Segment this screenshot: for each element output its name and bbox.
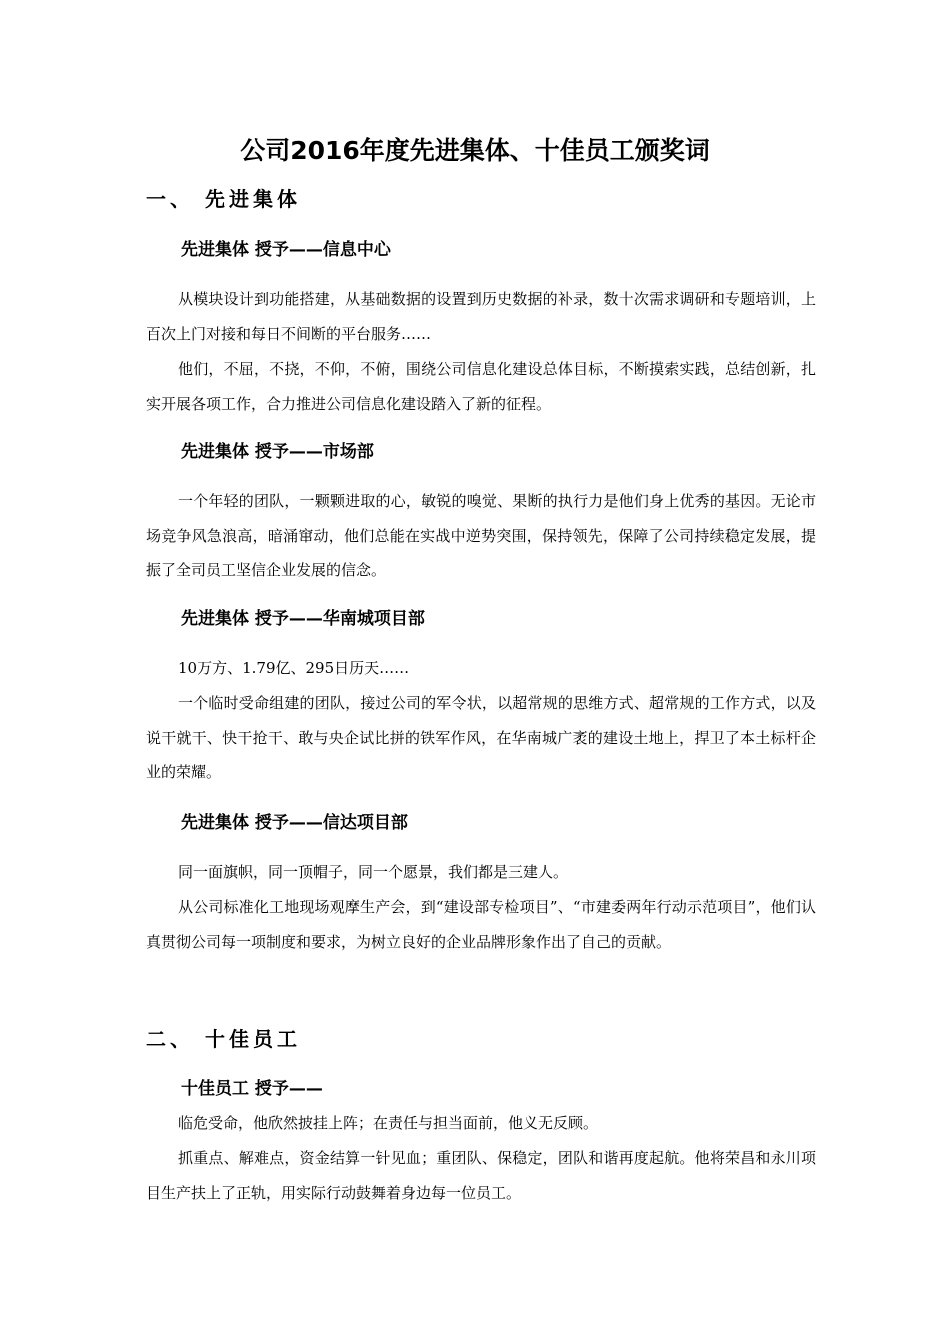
award-heading-xinda-project: 先进集体 授予——信达项目部 — [181, 813, 408, 833]
award-paragraph: 10万方、1.79亿、295日历天…… — [178, 659, 410, 677]
section-heading-advanced-groups: 一、 先进集体 — [146, 187, 301, 211]
award-paragraph: 临危受命，他欣然披挂上阵；在责任与担当面前，他义无反顾。 — [178, 1114, 599, 1132]
award-paragraph: 从公司标准化工地现场观摩生产会，到“建设部专检项目”、“市建委两年行动示范项目”，他们认真贯彻公司每一项制度和要求，为树立良好的企业品牌形象作出了自己的贡献。 — [146, 898, 816, 951]
document-title: 公司2016年度先进集体、十佳员工颁奖词 — [240, 136, 710, 165]
award-heading-top-ten-employee: 十佳员工 授予—— — [181, 1079, 323, 1099]
award-paragraph: 同一面旗帜，同一顶帽子，同一个愿景，我们都是三建人。 — [178, 863, 569, 881]
award-paragraph: 他们，不屈，不挠，不仰，不俯，围绕公司信息化建设总体目标，不断摸索实践，总结创新，扎实开展各项工作，合力推进公司信息化建设踏入了新的征程。 — [146, 360, 816, 413]
award-paragraph: 一个年轻的团队，一颗颗进取的心，敏锐的嗅觉、果断的执行力是他们身上优秀的基因。无论市场竞争风急浪高，暗涌窜动，他们总能在实战中逆势突围，保持领先，保障了公司持续稳定发展，提振了全司员工坚信企业发展的信念。 — [146, 492, 816, 579]
award-paragraph: 从模块设计到功能搭建，从基础数据的设置到历史数据的补录，数十次需求调研和专题培训，上百次上门对接和每日不间断的平台服务…… — [146, 290, 816, 343]
award-heading-market-dept: 先进集体 授予——市场部 — [181, 442, 374, 462]
award-paragraph: 一个临时受命组建的团队，接过公司的军令状，以超常规的思维方式、超常规的工作方式，以及说干就干、快干抢干、敢与央企试比拼的铁军作风，在华南城广袤的建设土地上，捍卫了本土标杆企业的荣耀。 — [146, 694, 816, 781]
award-heading-huanancheng-project: 先进集体 授予——华南城项目部 — [181, 609, 425, 629]
award-heading-info-center: 先进集体 授予——信息中心 — [181, 240, 391, 260]
section-heading-top-ten-employees: 二、 十佳员工 — [146, 1027, 301, 1051]
award-paragraph: 抓重点、解难点，资金结算一针见血；重团队、保稳定，团队和谐再度起航。他将荣昌和永川项目生产扶上了正轨，用实际行动鼓舞着身边每一位员工。 — [146, 1149, 816, 1202]
